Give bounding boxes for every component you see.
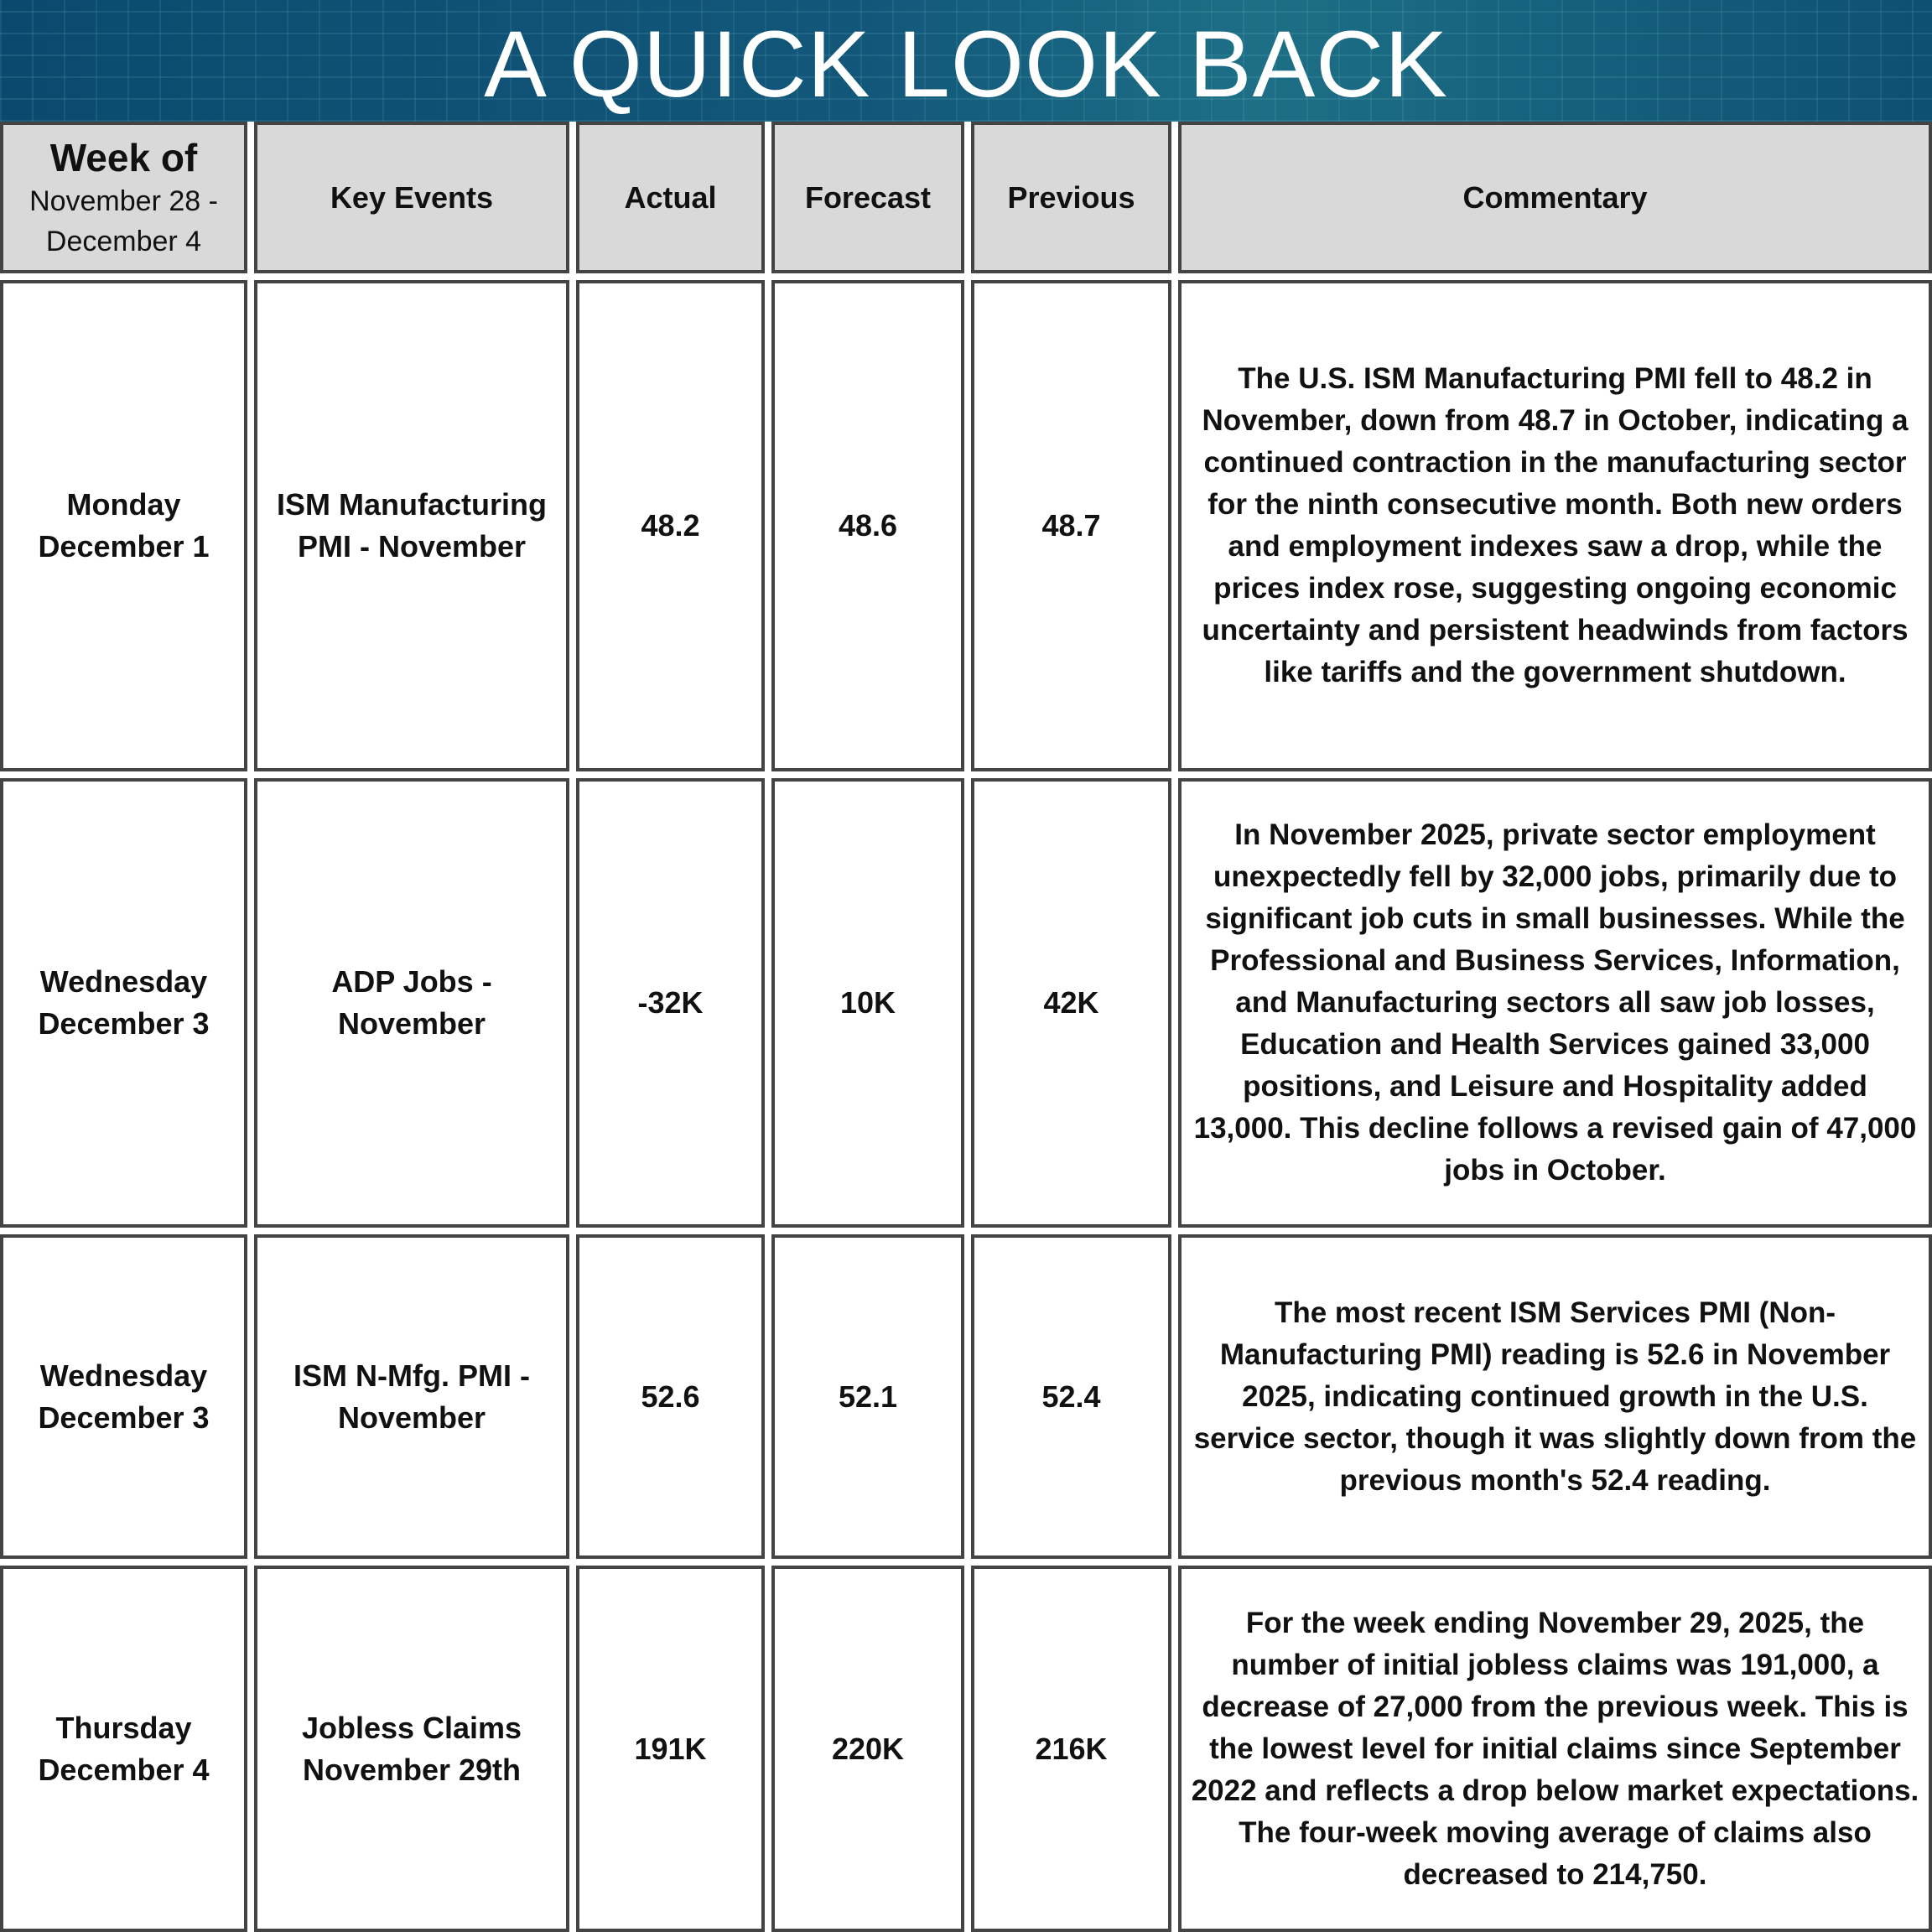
date: December 3 — [38, 1400, 210, 1435]
date: December 3 — [38, 1006, 210, 1041]
row-1-commentary: The U.S. ISM Manufacturing PMI fell to 48.2 in November, down from 48.7 in October, indicating a continued contraction in the manufacturing sector for the ninth consecutive month. Both new orders and employment indexes saw a drop, while the prices index rose, suggesting ongoing economic uncertainty and persistent headwinds from factors like tariffs and the government shutdown. — [1178, 280, 1932, 771]
row-1-forecast: 48.6 — [771, 280, 964, 771]
date: December 1 — [38, 529, 210, 564]
row-2-forecast: 10K — [771, 778, 964, 1228]
row-3-date — [0, 1234, 247, 1559]
page-title: A QUICK LOOK BACK — [484, 12, 1448, 117]
header-key-events: Key Events — [254, 122, 569, 273]
day: Wednesday — [39, 1358, 208, 1393]
date: December 4 — [38, 1752, 210, 1787]
day: Monday — [66, 487, 181, 522]
row-2-previous: 42K — [971, 778, 1171, 1228]
row-3-previous: 52.4 — [971, 1234, 1171, 1559]
row-3-event: ISM N-Mfg. PMI - November — [254, 1234, 569, 1559]
row-1-date — [0, 280, 247, 771]
week-range-start: November 28 - — [29, 184, 218, 217]
row-2-commentary: In November 2025, private sector employment unexpectedly fell by 32,000 jobs, primarily due to significant job cuts in small businesses. While the Professional and Business Services, Information, and Manufacturing sectors all saw job losses, Education and Health Services gained 33,000 positions, and Leisure and Hospitality added 13,000. This decline follows a revised gain of 47,000 jobs in October. — [1178, 778, 1932, 1228]
row-2-event: ADP Jobs - November — [254, 778, 569, 1228]
row-4-actual: 191K — [576, 1566, 765, 1932]
header-banner — [0, 0, 1932, 122]
row-2-date — [0, 778, 247, 1228]
row-4-forecast: 220K — [771, 1566, 964, 1932]
header-forecast: Forecast — [771, 122, 964, 273]
row-2-actual: -32K — [576, 778, 765, 1228]
events-table — [0, 122, 1932, 1932]
row-3-forecast: 52.1 — [771, 1234, 964, 1559]
row-1-actual: 48.2 — [576, 280, 765, 771]
row-4-date — [0, 1566, 247, 1932]
day: Thursday — [55, 1710, 192, 1745]
header-actual: Actual — [576, 122, 765, 273]
header-commentary: Commentary — [1178, 122, 1932, 273]
header-week-of — [0, 122, 247, 273]
row-3-actual: 52.6 — [576, 1234, 765, 1559]
header-previous: Previous — [971, 122, 1171, 273]
row-4-previous: 216K — [971, 1566, 1171, 1932]
row-3-commentary: The most recent ISM Services PMI (Non-Manufacturing PMI) reading is 52.6 in November 2025, indicating continued growth in the U.S. service sector, though it was slightly down from the previous month's 52.4 reading. — [1178, 1234, 1932, 1559]
row-1-previous: 48.7 — [971, 280, 1171, 771]
day: Wednesday — [39, 964, 208, 999]
week-of-label: Week of — [49, 135, 198, 179]
row-4-event: Jobless Claims November 29th — [254, 1566, 569, 1932]
row-1-event: ISM Manufacturing PMI - November — [254, 280, 569, 771]
week-range-end: December 4 — [45, 225, 202, 257]
row-4-commentary: For the week ending November 29, 2025, the number of initial jobless claims was 191,000, a decrease of 27,000 from the previous week. This is the lowest level for initial claims since September 2022 and reflects a drop below market expectations. The four-week moving average of claims also decreased to 214,750. — [1178, 1566, 1932, 1932]
